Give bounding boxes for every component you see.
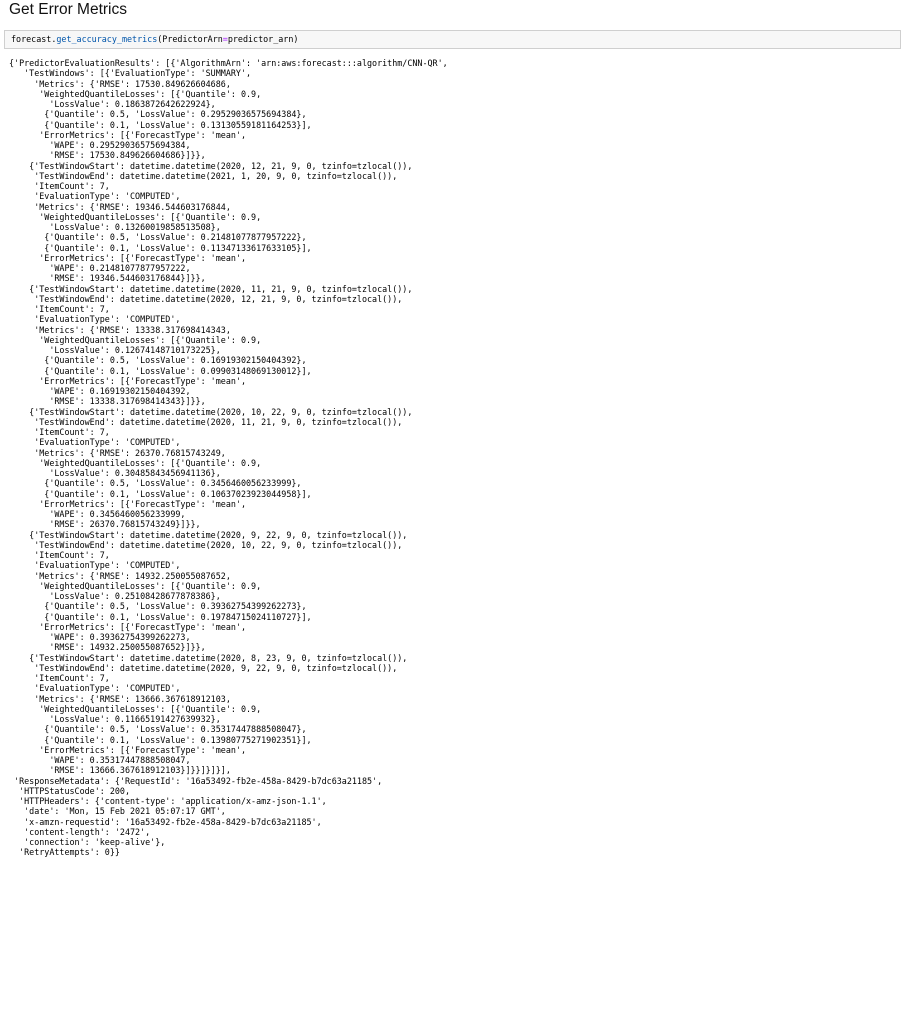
output-line: {'Quantile': 0.1, 'LossValue': 0.11347133617633105}], bbox=[9, 242, 312, 253]
output-line: {'Quantile': 0.1, 'LossValue': 0.19784715024110727}], bbox=[9, 611, 312, 622]
output-line: 'LossValue': 0.13260019858513508}, bbox=[9, 222, 221, 232]
output-line: 'TestWindowEnd': datetime.datetime(2020, 9, 22, 9, 0, tzinfo=tzlocal()), bbox=[9, 662, 398, 673]
output-line: 'date': 'Mon, 15 Feb 2021 05:07:17 GMT', bbox=[9, 806, 226, 817]
output-line: 'LossValue': 0.1863872642622924}, bbox=[9, 99, 216, 109]
output-line: 'WeightedQuantileLosses': [{'Quantile': 0.9, bbox=[9, 211, 262, 222]
output-line: {'TestWindowStart': datetime.datetime(2020, 12, 21, 9, 0, tzinfo=tzlocal()), bbox=[9, 160, 413, 171]
output-line: 'WeightedQuantileLosses': [{'Quantile': 0.9, bbox=[9, 334, 262, 345]
output-line: 'LossValue': 0.30485843456941136}, bbox=[9, 468, 221, 478]
output-line: 'TestWindowEnd': datetime.datetime(2020, 11, 21, 9, 0, tzinfo=tzlocal()), bbox=[9, 416, 403, 427]
output-line: 'ErrorMetrics': [{'ForecastType': 'mean', bbox=[9, 744, 246, 755]
code-method-token: get_accuracy_metrics bbox=[56, 34, 158, 44]
output-line: 'WAPE': 0.29529036575694384, bbox=[9, 140, 191, 150]
output-line: {'Quantile': 0.1, 'LossValue': 0.13980775271902351}], bbox=[9, 734, 312, 745]
output-line: 'RMSE': 19346.544603176844}]}}, bbox=[9, 273, 206, 284]
output-line: {'Quantile': 0.1, 'LossValue': 0.10637023923044958}], bbox=[9, 488, 312, 499]
output-line: 'WeightedQuantileLosses': [{'Quantile': 0.9, bbox=[9, 457, 262, 468]
output-line: {'Quantile': 0.5, 'LossValue': 0.3456460056233999}, bbox=[9, 478, 302, 489]
code-close-paren-token: ) bbox=[293, 34, 299, 44]
output-line: {'Quantile': 0.5, 'LossValue': 0.21481077877957222}, bbox=[9, 232, 307, 243]
output-line: 'WAPE': 0.39362754399262273, bbox=[9, 632, 191, 642]
section-heading: Get Error Metrics bbox=[9, 1, 127, 18]
output-line: {'Quantile': 0.5, 'LossValue': 0.16919302150404392}, bbox=[9, 355, 307, 366]
output-line: {'Quantile': 0.1, 'LossValue': 0.09903148069130012}], bbox=[9, 365, 312, 376]
output-line: 'connection': 'keep-alive'}, bbox=[9, 837, 166, 847]
output-line: 'Metrics': {'RMSE': 13666.367618912103, bbox=[9, 693, 231, 704]
output-line: 'Metrics': {'RMSE': 17530.849626604686, bbox=[9, 78, 231, 89]
output-line: {'Quantile': 0.5, 'LossValue': 0.35317447888508047}, bbox=[9, 724, 307, 735]
output-line: {'Quantile': 0.5, 'LossValue': 0.39362754399262273}, bbox=[9, 601, 307, 612]
output-line: 'ErrorMetrics': [{'ForecastType': 'mean', bbox=[9, 252, 246, 263]
output-line: 'RMSE': 17530.849626604686}]}}, bbox=[9, 150, 206, 161]
output-line: 'HTTPHeaders': {'content-type': 'application/x-amz-json-1.1', bbox=[9, 796, 327, 806]
output-line: 'ErrorMetrics': [{'ForecastType': 'mean', bbox=[9, 375, 246, 386]
output-line: {'PredictorEvaluationResults': [{'AlgorithmArn': 'arn:aws:forecast:::algorithm/CNN-QR', bbox=[9, 58, 448, 68]
output-line: 'RetryAttempts': 0}} bbox=[9, 847, 120, 858]
output-line: {'TestWindowStart': datetime.datetime(2020, 11, 21, 9, 0, tzinfo=tzlocal()), bbox=[9, 283, 413, 294]
output-line: 'LossValue': 0.25108428677878386}, bbox=[9, 591, 221, 601]
output-line: 'WAPE': 0.35317447888508047, bbox=[9, 755, 191, 765]
output-line: 'EvaluationType': 'COMPUTED', bbox=[9, 437, 181, 448]
output-line: 'WAPE': 0.21481077877957222, bbox=[9, 263, 191, 273]
output-line: 'ResponseMetadata': {'RequestId': '16a53492-fb2e-458a-8429-b7dc63a21185', bbox=[9, 775, 383, 786]
output-line: {'TestWindowStart': datetime.datetime(2020, 9, 22, 9, 0, tzinfo=tzlocal()), bbox=[9, 529, 408, 540]
output-line: {'Quantile': 0.5, 'LossValue': 0.29529036575694384}, bbox=[9, 109, 307, 120]
output-line: 'Metrics': {'RMSE': 26370.76815743249, bbox=[9, 447, 226, 458]
code-open-paren-token: ( bbox=[157, 34, 163, 44]
output-line: 'EvaluationType': 'COMPUTED', bbox=[9, 191, 181, 202]
output-line: 'WeightedQuantileLosses': [{'Quantile': 0.9, bbox=[9, 703, 262, 714]
output-line: 'EvaluationType': 'COMPUTED', bbox=[9, 560, 181, 571]
output-line: 'WeightedQuantileLosses': [{'Quantile': 0.9, bbox=[9, 580, 262, 591]
output-line: 'ItemCount': 7, bbox=[9, 550, 110, 560]
code-output-area bbox=[9, 58, 448, 858]
output-line: 'ItemCount': 7, bbox=[9, 673, 110, 683]
output-line: 'ItemCount': 7, bbox=[9, 427, 110, 437]
output-line: {'TestWindowStart': datetime.datetime(2020, 10, 22, 9, 0, tzinfo=tzlocal()), bbox=[9, 406, 413, 417]
output-line: 'WAPE': 0.16919302150404392, bbox=[9, 386, 191, 396]
output-line: 'Metrics': {'RMSE': 19346.544603176844, bbox=[9, 201, 231, 212]
output-line: 'EvaluationType': 'COMPUTED', bbox=[9, 314, 181, 325]
output-line: 'Metrics': {'RMSE': 13338.317698414343, bbox=[9, 324, 231, 335]
output-line: 'HTTPStatusCode': 200, bbox=[9, 785, 131, 796]
output-line: 'TestWindowEnd': datetime.datetime(2020, 10, 22, 9, 0, tzinfo=tzlocal()), bbox=[9, 539, 403, 550]
output-line: 'LossValue': 0.12674148710173225}, bbox=[9, 345, 221, 355]
output-line: 'WeightedQuantileLosses': [{'Quantile': 0.9, bbox=[9, 88, 262, 99]
output-line: 'EvaluationType': 'COMPUTED', bbox=[9, 683, 181, 694]
output-line: 'ErrorMetrics': [{'ForecastType': 'mean', bbox=[9, 621, 246, 632]
code-input-cell[interactable] bbox=[4, 30, 901, 49]
output-line: 'ItemCount': 7, bbox=[9, 304, 110, 314]
output-line: 'WAPE': 0.3456460056233999, bbox=[9, 509, 186, 519]
output-line: 'content-length': '2472', bbox=[9, 826, 151, 837]
output-line: 'TestWindowEnd': datetime.datetime(2021, 1, 20, 9, 0, tzinfo=tzlocal()), bbox=[9, 170, 398, 181]
output-line: 'RMSE': 14932.250055087652}]}}, bbox=[9, 642, 206, 653]
output-line: 'RMSE': 26370.76815743249}]}}, bbox=[9, 519, 201, 530]
output-line: 'TestWindowEnd': datetime.datetime(2020, 12, 21, 9, 0, tzinfo=tzlocal()), bbox=[9, 293, 403, 304]
code-dot-token: . bbox=[51, 34, 57, 44]
output-line: {'Quantile': 0.1, 'LossValue': 0.13130559181164253}], bbox=[9, 119, 312, 130]
output-line: 'TestWindows': [{'EvaluationType': 'SUMMARY', bbox=[9, 68, 252, 79]
code-object-token: forecast bbox=[11, 34, 52, 44]
output-line: {'TestWindowStart': datetime.datetime(2020, 8, 23, 9, 0, tzinfo=tzlocal()), bbox=[9, 652, 408, 663]
output-line: 'ItemCount': 7, bbox=[9, 181, 110, 191]
output-line: 'ErrorMetrics': [{'ForecastType': 'mean', bbox=[9, 498, 246, 509]
code-equals-token: = bbox=[222, 34, 228, 44]
code-param-token: PredictorArn bbox=[162, 34, 223, 44]
code-arg-token: predictor_arn bbox=[227, 34, 294, 44]
output-line: 'Metrics': {'RMSE': 14932.250055087652, bbox=[9, 570, 231, 581]
output-line: 'ErrorMetrics': [{'ForecastType': 'mean', bbox=[9, 129, 246, 140]
output-line: 'RMSE': 13666.367618912103}]}}]}]}], bbox=[9, 765, 231, 776]
code-input-line[interactable] bbox=[11, 34, 298, 45]
output-line: 'LossValue': 0.11665191427639932}, bbox=[9, 714, 221, 724]
output-line: 'RMSE': 13338.317698414343}]}}, bbox=[9, 396, 206, 407]
output-line: 'x-amzn-requestid': '16a53492-fb2e-458a-8429-b7dc63a21185', bbox=[9, 816, 322, 827]
